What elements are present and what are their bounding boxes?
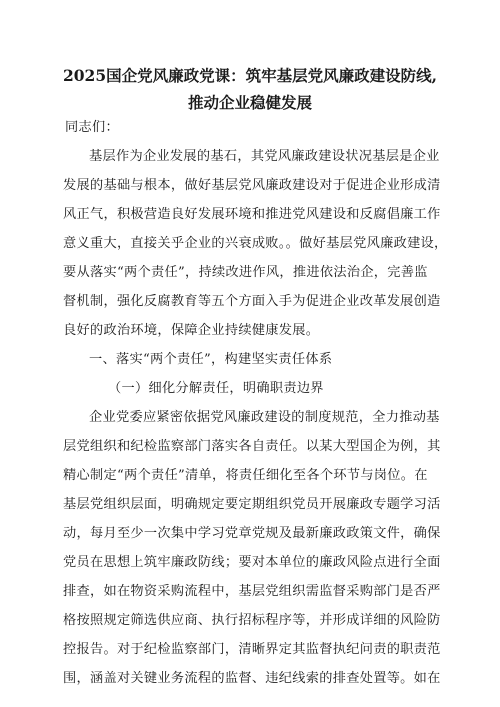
para1-line: 督机制，强化反腐教育等五个方面入手为促进企业改革发展创造 [63,294,441,309]
para2-line: 层党组织和纪检监察部门落实各自责任。以某大型国企为例，其 [63,439,441,454]
document-title [40,62,460,116]
para2-line: 党员在思想上筑牢廉政防线；要对本单位的廉政风险点进行全面 [63,555,441,570]
para1-line: 要从落实“两个责任”，持续改进作风，推进依法治企，完善监 [63,265,428,280]
para2-line: 企业党委应紧密依据党风廉政建设的制度规范，全力推动基 [89,410,440,425]
para1-line: 良好的政治环境，保障企业持续健康发展。 [63,323,320,338]
subsection-heading: （一）细化分解责任，明确职责边界 [108,381,324,396]
title-line-1: 2025国企党风廉政党课：筑牢基层党风廉政建设防线, [62,66,438,85]
para2-line: 精心制定“两个责任”清单，将责任细化至各个环节与岗位。在 [63,468,428,483]
salutation: 同志们： [65,120,119,135]
para2-line: 基层党组织层面，明确规定要定期组织党员开展廉政专题学习活 [63,497,441,512]
para2-line: 控报告。对于纪检监察部门，清晰界定其监督执纪问责的职责范 [63,642,441,657]
para1-line: 发展的基础与根本，做好基层党风廉政建设对于促进企业形成清 [63,178,441,193]
title-line-2: 推动企业稳健发展 [187,93,312,112]
para2-line: 格按照规定筛选供应商、执行招标程序等，并形成详细的风险防 [63,613,441,628]
para1-line: 基层作为企业发展的基石，其党风廉政建设状况基层是企业 [89,149,440,164]
para1-line: 意义重大，直接关乎企业的兴衰成败。。做好基层党风廉政建设， [63,236,448,251]
para2-line: 排查，如在物资采购流程中，基层党组织需监督采购部门是否严 [63,584,441,599]
para2-line: 围，涵盖对关键业务流程的监督、违纪线索的排查处置等。如在 [63,671,441,686]
section-heading: 一、落实“两个责任”，构建坚实责任体系 [89,352,333,367]
para2-line: 动，每月至少一次集中学习党章党规及最新廉政政策文件，确保 [63,526,441,541]
para1-line: 风正气，积极营造良好发展环境和推进党风建设和反腐倡廉工作 [63,207,441,222]
